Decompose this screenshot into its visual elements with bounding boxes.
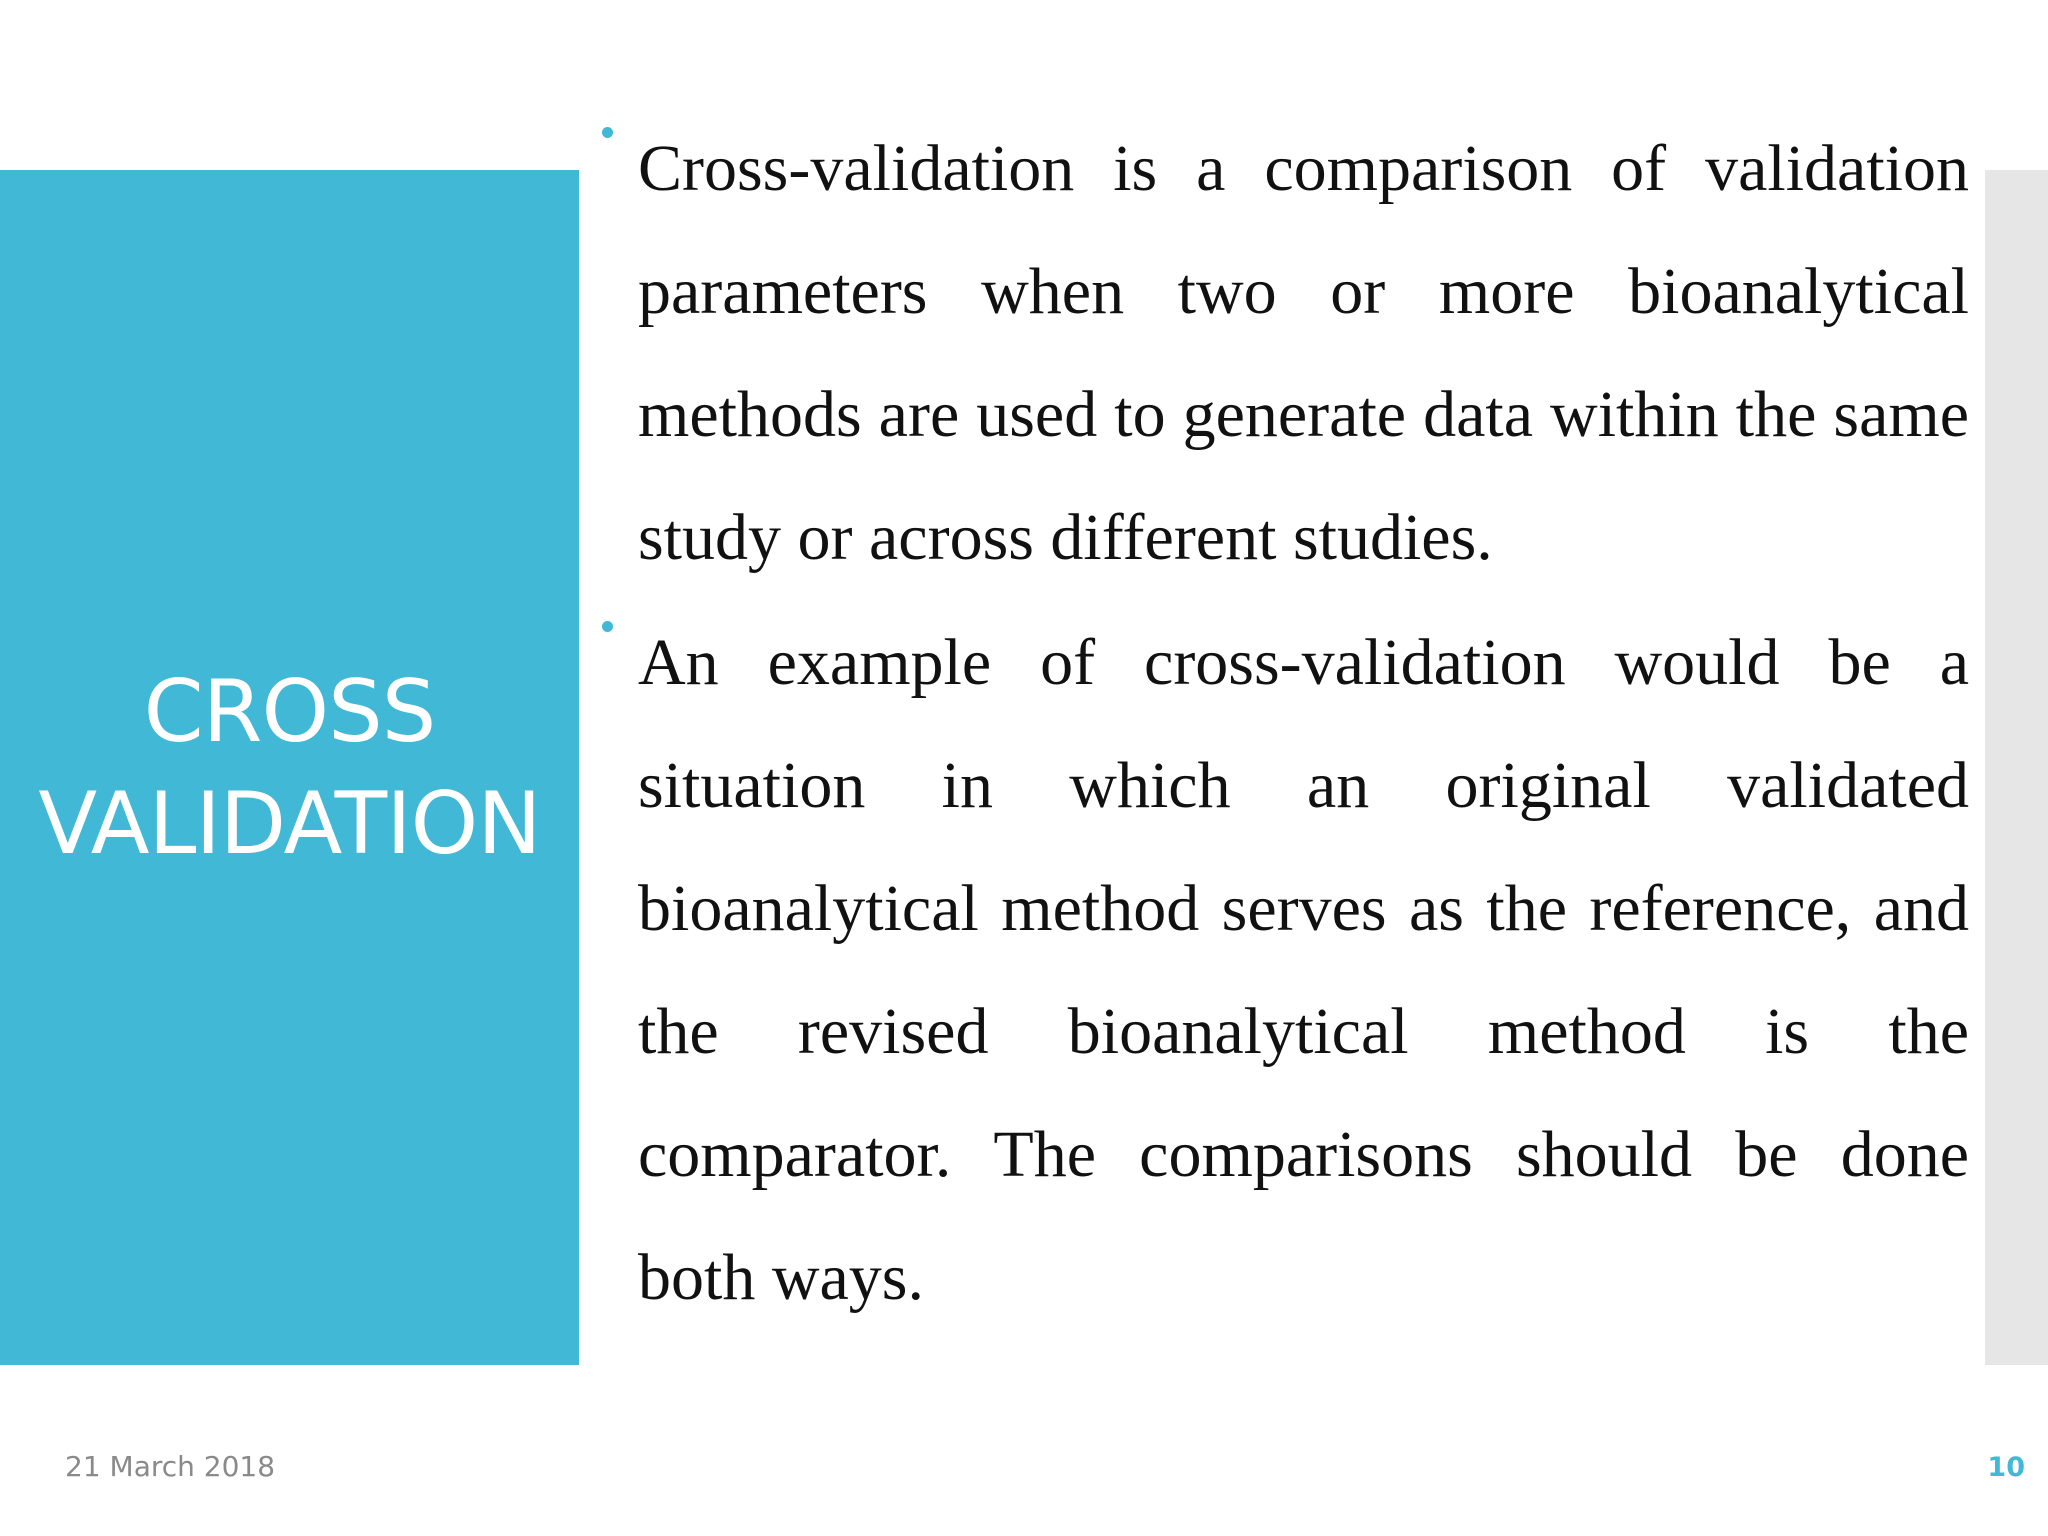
page-number: 10: [1987, 1452, 2025, 1483]
slide-title: [38, 656, 540, 880]
footer-date: 21 March 2018: [65, 1450, 276, 1483]
bullet-text: Cross-validation is a comparison of validation parameters when two or more bioanalytical methods are used to generate data within the same study or across different studies.: [638, 132, 1969, 574]
bullet-dot-icon: [602, 127, 613, 138]
bullet-text: An example of cross-validation would be a situation in which an original validated bioanalytical method serves as the reference, and the revised bioanalytical method is the comparator. The comparisons should be done both ways.: [638, 626, 1969, 1314]
bullet-item: [590, 601, 1980, 1339]
slide-title-line-1: CROSS: [143, 661, 436, 762]
right-decorative-bar: [1985, 170, 2048, 1365]
slide-content: [590, 132, 1980, 1339]
slide-title-line-2: VALIDATION: [38, 773, 541, 874]
bullet-dot-icon: [602, 621, 613, 632]
title-panel: [0, 170, 579, 1365]
bullet-item: [590, 107, 1980, 599]
